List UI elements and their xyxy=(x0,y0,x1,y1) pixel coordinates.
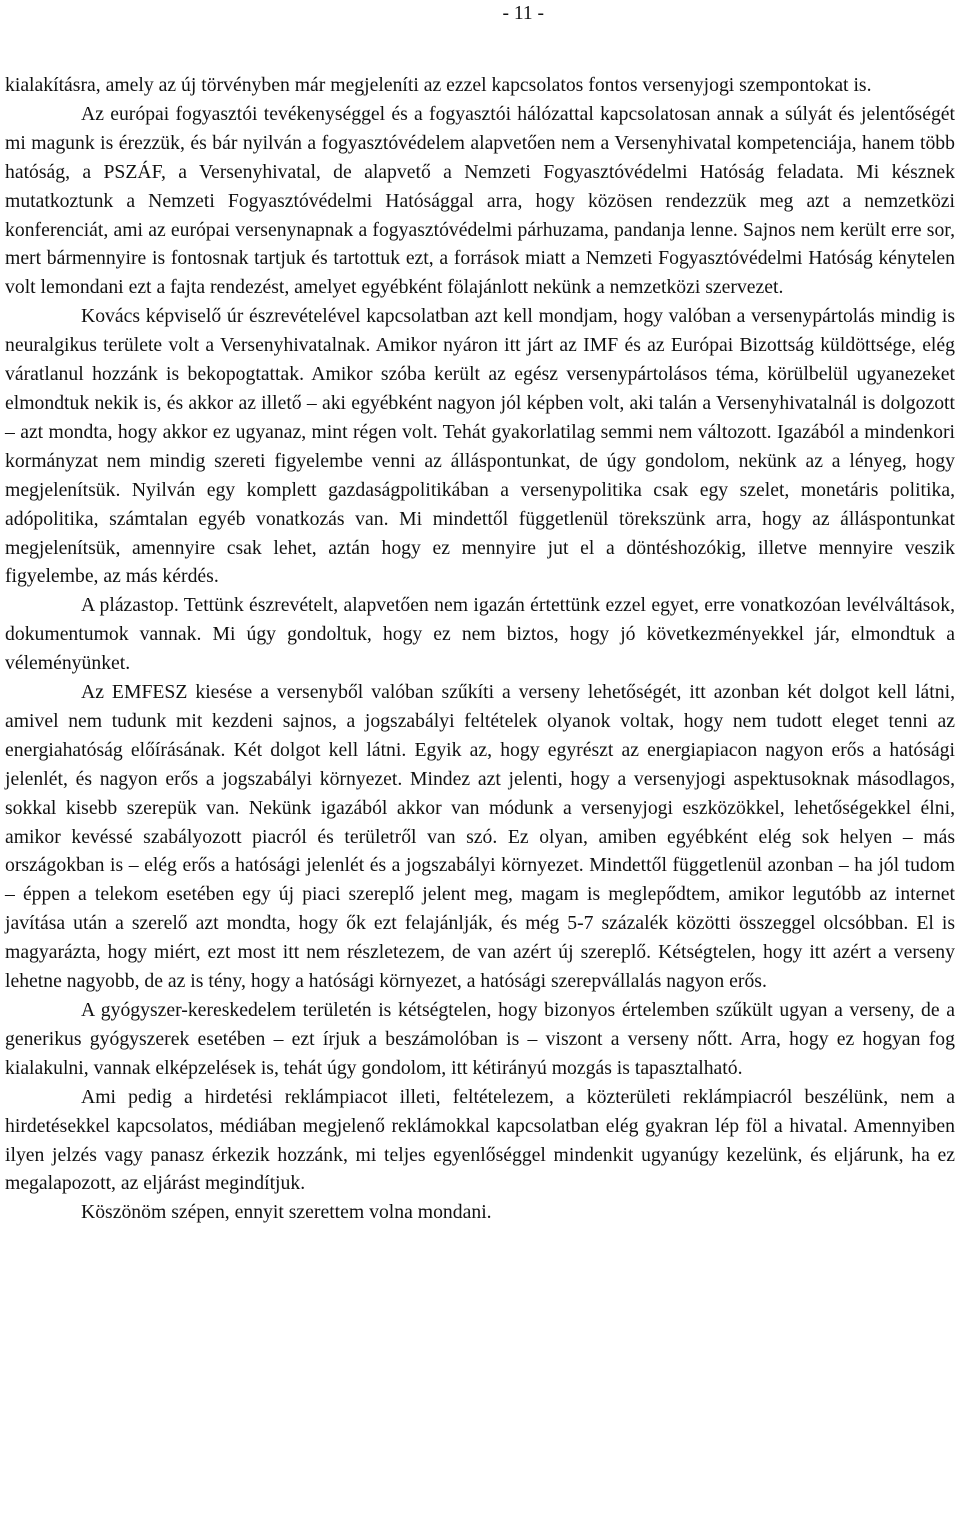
paragraph-continuation: kialakításra, amely az új törvényben már megjeleníti az ezzel kapcsolatos fontos versenyjogi szempontokat is. xyxy=(5,74,872,96)
paragraph: A gyógyszer-kereskedelem területén is kétségtelen, hogy bizonyos értelemben szűkült ugyan a verseny, de a generikus gyógyszerek esetében – ezt írjuk a beszámolóban is – viszont a verseny nőtt. Arra, hogy ez hogyan fog kialakulni, vannak elképzelések is, tehát úgy gondolom, itt kétirányú mozgás is tapasztalható. xyxy=(5,999,955,1079)
closing-paragraph: Köszönöm szépen, ennyit szerettem volna mondani. xyxy=(81,1201,492,1224)
paragraph: A plázastop. Tettünk észrevételt, alapvetően nem igazán értettünk ezzel egyet, erre vonatkozóan levélváltások, dokumentumok vannak. Mi úgy gondoltuk, hogy ez nem biztos, hogy jó következményekkel jár, elmondtuk a véleményünket. xyxy=(5,594,955,675)
paragraph: Az EMFESZ kiesése a versenyből valóban szűkíti a verseny lehetőségét, itt azonban két dolgot kell látni, amivel nem tudunk mit kezdeni sajnos, a jogszabályi feltételek olyanok voltak, hogy nem tudott eleget tenni az energiahatóság előírásának. Két dolgot kell látni. Egyik az, hogy egyrészt az energiapiacon nagyon erős a hatósági jelenlét, és nagyon erős a jogszabályi környezet. Mindez azt jelenti, hogy a versenyjogi aspektusoknak másodlagos, sokkal kisebb szerepük van. Nekünk igazából akkor van módunk a versenyjogi eszközökkel, lehetőségekkel élni, amikor kevéssé szabályozott piacról és területről van szó. Ez olyan, amiben egyébként elég sok helyen – más országokban is – elég erős a hatósági jelenlét és a jogszabályi környezet. Mindettől függetlenül azonban – ha jól tudom – éppen a telekom esetében egy új piaci szereplő jelent meg, magam is meglepődtem, amikor legutóbb az internet javítása után a szerelő azt mondta, hogy ők ezt felajánlják, és még 5-7 százalék közötti összeggel olcsóbban. El is magyarázta, hogy miért, ezt most itt nem részletezem, de van azért új szereplő. Kétségtelen, hogy itt azért a verseny lehetne nagyobb, de az is tény, hogy a hatósági környezet, a hatósági szerepvállalás nagyon erős. xyxy=(5,681,955,993)
paragraph: Ami pedig a hirdetési reklámpiacot illeti, feltételezem, a közterületi reklámpiacról beszélünk, nem a hirdetésekkel kapcsolatos, médiában megjelenő reklámokkal kapcsolatban elég gyakran lép föl a hivatal. Amennyiben ilyen jelzés vagy panasz érkezik hozzánk, mi teljes egyenlőséggel mindenkit ugyanúgy kezelünk, és eljárunk, ha ez megalapozott, az eljárást megindítjuk. xyxy=(5,1085,955,1195)
document-body xyxy=(5,71,955,1227)
paragraph: Kovács képviselő úr észrevételével kapcsolatban azt kell mondjam, hogy valóban a versenypártolás mindig is neuralgikus területe volt a Versenyhivatalnak. Amikor nyáron itt járt az IMF és az Európai Bizottság küldöttsége, elég váratlanul hozzánk is bekopogtattak. Amikor szóba került az egész versenypártolásos téma, körülbelül ugyanezeket elmondtuk nekik is, és akkor az illető – aki egyébként nagyon jól képben volt, aki talán a Versenyhivatalnál is dolgozott – azt mondta, hogy akkor ez ugyanaz, mint régen volt. Tehát gyakorlatilag semmi nem változott. Igazából a mindenkori kormányzat nem mindig szereti figyelembe venni az álláspontunkat, de úgy gondolom, nekünk az a lényeg, hogy megjelenítsük. Nyilván egy komplett gazdaságpolitikában a versenypolitika csak egy szelet, monetáris politika, adópolitika, számtalan egyéb vonatkozás van. Mi mindettől függetlenül törekszünk arra, hogy az álláspontunkat megjelenítsük, amennyire csak lehet, aztán hogy ez mennyire jut el a döntéshozókig, illetve mennyire veszik figyelembe, az más kérdés. xyxy=(5,305,955,588)
page-number: - 11 - xyxy=(502,3,544,24)
paragraph: Az európai fogyasztói tevékenységgel és a fogyasztói hálózattal kapcsolatosan annak a súlyát és jelentőségét mi magunk is érezzük, és bár nyilván a fogyasztóvédelem alapvetően nem a Versenyhivatal kompetenciája, hanem több hatóság, a PSZÁF, a Versenyhivatal, de alapvető a Nemzeti Fogyasztóvédelmi Hatóság feladata. Mi késznek mutatkoztunk a Nemzeti Fogyasztóvédelmi Hatósággal arra, hogy közösen rendezzük meg azt a nemzetközi konferenciát, ami az európai versenynapnak a fogyasztóvédelmi párhuzama, pandanja lenne. Sajnos nem került erre sor, mert bármennyire is fontosnak tartjuk és tartottuk ezt, a források miatt a Nemzeti Fogyasztóvédelmi Hatóság kénytelen volt lemondani ezt a fajta rendezést, amelyet egyébként fölajánlott nekünk a nemzetközi szervezet. xyxy=(5,102,955,299)
